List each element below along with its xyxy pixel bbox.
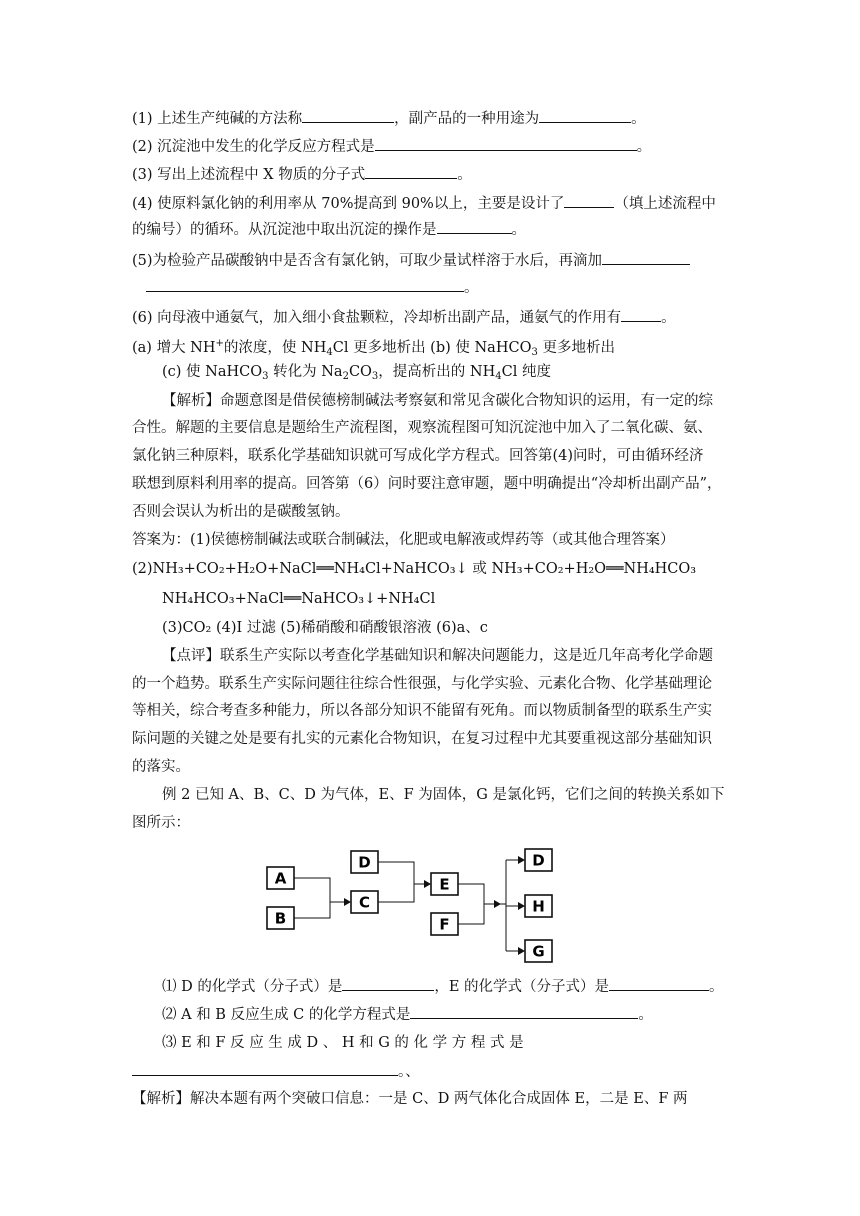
svg-text:C: C <box>358 893 371 912</box>
question-2: (2) 沉淀池中发生的化学反应方程式是 。 <box>132 136 651 157</box>
analysis-line: 合性。解题的主要信息是题给生产流程图，观察流程图可知沉淀池中加入了二氧化碳、氨、 <box>132 420 712 436</box>
box-g <box>525 940 552 962</box>
question-1: (1) 上述生产纯碱的方法称 ，副产品的一种用途为 。 <box>132 108 646 129</box>
question-4: (4) 使原料氯化钠的利用率从 70%提高到 90%以上，主要是设计了 （填上述流程中 <box>132 193 716 214</box>
wire <box>294 878 348 902</box>
answer-blank[interactable] <box>539 108 631 123</box>
svg-text:D: D <box>358 853 371 872</box>
box-d <box>351 851 378 873</box>
option-c: (c) 使 NaHCO$_3$ 转化为 $Na_2CO_3$，提高析出的 $NH_4Cl$ 纯度 <box>162 364 551 382</box>
comment-line: 【点评】联系生产实际以考查化学基础知识和解决问题能力，这是近几年高考化学命题 <box>162 648 713 664</box>
q1-text-2: ，副产品的一种用途为 <box>394 111 540 127</box>
box-d-2 <box>525 849 552 871</box>
answer-blank[interactable] <box>375 136 637 151</box>
answer-blank[interactable] <box>410 1004 638 1019</box>
answer-blank[interactable] <box>621 307 661 322</box>
svg-text:H: H <box>532 897 545 916</box>
arrow-head <box>518 902 525 910</box>
arrow-head <box>518 856 525 864</box>
box-e <box>431 873 458 895</box>
analysis-line: 【解析】解决本题有两个突破口信息：一是 C、D 两气体化合成固体 E，二是 E、F 两 <box>132 1091 688 1107</box>
answer-line: (3)CO₂ (4)I 过滤 (5)稀硝酸和硝酸银溶液 (6)a、c <box>162 620 488 636</box>
arrow-head <box>494 900 501 908</box>
analysis-line: 联想到原料利用率的提高。回答第（6）问时要注意审题，题中明确提出“冷却析出副产品”， <box>132 476 722 492</box>
svg-text:F: F <box>439 915 450 934</box>
example-question-3-cont: 。、 <box>132 1061 420 1082</box>
svg-text:G: G <box>532 942 545 961</box>
question-4-cont: 的编号）的循环。从沉淀池中取出沉淀的操作是 。 <box>132 219 526 240</box>
box-f <box>431 913 458 935</box>
box-a <box>267 867 294 889</box>
answer-blank[interactable] <box>146 277 464 292</box>
wire <box>458 904 484 924</box>
arrow-head <box>344 898 351 906</box>
options-a-b: (a) 增大 NH+的浓度，使 $NH_4Cl$ 更多地析出 (b) 使 NaHCO$_3$ 更多地析出 <box>132 338 615 358</box>
comment-line: 际问题的关键之处是要有扎实的元素化合物知识，在复习过程中尤其要重视这部分基础知识 <box>132 731 712 747</box>
comment-line: 的一个趋势。联系生产实际问题往往综合性很强，与化学实验、元素化合物、化学基础理论 <box>132 676 712 692</box>
svg-text:A: A <box>274 869 287 888</box>
answer-blank[interactable] <box>342 976 434 991</box>
example-line: 例 2 已知 A、B、C、D 为气体，E、F 为固体，G 是氯化钙，它们之间的转换关系如下 <box>162 787 725 803</box>
question-5-cont: 。 <box>146 277 479 298</box>
answer-line: 答案为：(1)侯德榜制碱法或联合制碱法，化肥或电解液或焊药等（或其他合理答案） <box>132 532 675 548</box>
answer-blank[interactable] <box>437 219 512 234</box>
svg-text:E: E <box>439 875 450 894</box>
arrow-head <box>518 947 525 955</box>
analysis-line: 否则会误认为析出的是碳酸氢钠。 <box>132 504 350 520</box>
example-line: 图所示： <box>132 815 190 831</box>
answer-equation: NH₄HCO₃+NaCl══NaHCO₃↓+NH₄Cl <box>162 591 436 607</box>
comment-line: 的落实。 <box>132 759 190 775</box>
question-3: (3) 写出上述流程中 X 物质的分子式 。 <box>132 164 472 185</box>
answer-blank[interactable] <box>609 976 709 991</box>
example-question-3: ⑶ E 和 F 反 应 生 成 D 、 H 和 G 的 化 学 方 程 式 是 <box>162 1035 524 1051</box>
analysis-line: 氯化钠三种原料，联系化学基础知识就可写成化学方程式。回答第(4)问时，可由循环经济 <box>132 448 704 464</box>
wire <box>378 862 430 884</box>
answer-blank[interactable] <box>602 250 690 265</box>
question-6: (6) 向母液中通氨气，加入细小食盐颗粒，冷却析出副产品，通氨气的作用有 。 <box>132 307 676 328</box>
question-5: (5)为检验产品碳酸钠中是否含有氯化钠，可取少量试样溶于水后，再滴加 <box>132 250 690 271</box>
svg-text:D: D <box>532 851 545 870</box>
answer-blank[interactable] <box>365 164 457 179</box>
wire <box>294 902 330 918</box>
box-b <box>267 907 294 929</box>
answer-blank[interactable] <box>132 1061 398 1076</box>
comment-line: 等相关，综合考查多种能力，所以各部分知识不能留有死角。而以物质制备型的联系生产实 <box>132 703 712 719</box>
example-question-2: ⑵ A 和 B 反应生成 C 的化学方程式是 。 <box>162 1004 653 1025</box>
example-question-1: ⑴ D 的化学式（分子式）是 ，E 的化学式（分子式）是 。 <box>162 976 724 997</box>
answer-blank[interactable] <box>302 108 394 123</box>
answer-equation: (2)NH₃+CO₂+H₂O+NaCl══NH₄Cl+NaHCO₃↓ 或 NH₃+CO₂+H₂O══NH₄HCO₃ <box>132 561 697 577</box>
wire <box>378 884 414 902</box>
analysis-line: 【解析】命题意图是借侯德榜制碱法考察氨和常见含碳化合物知识的运用，有一定的综 <box>162 393 713 409</box>
wire <box>458 884 498 904</box>
flow-diagram <box>260 845 560 970</box>
box-c <box>351 891 378 913</box>
box-h <box>525 895 552 917</box>
answer-blank[interactable] <box>564 193 614 208</box>
svg-text:B: B <box>274 909 287 928</box>
q1-text: (1) 上述生产纯碱的方法称 <box>132 111 303 127</box>
arrow-head <box>424 880 431 888</box>
